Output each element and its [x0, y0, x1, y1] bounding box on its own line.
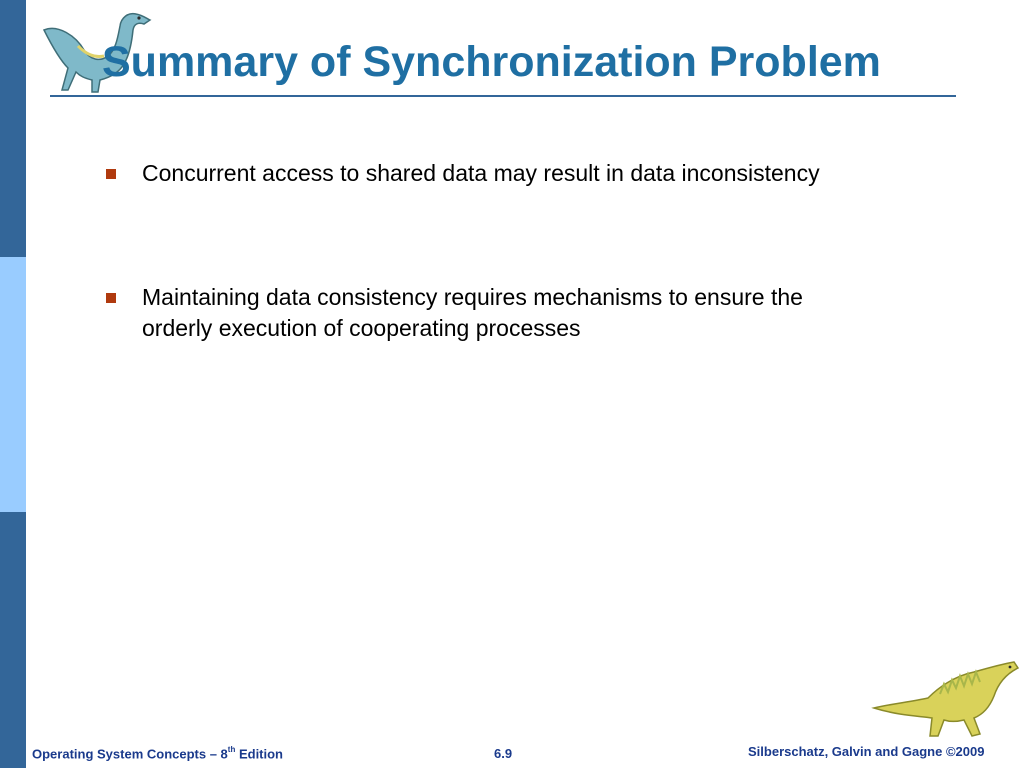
- bullet-list: [104, 158, 824, 344]
- footer-book-title: [32, 746, 283, 761]
- footer-book-title-suffix: Edition: [235, 746, 284, 762]
- bullet-item: [104, 158, 824, 189]
- bullet-text: Concurrent access to shared data may result in data inconsistency: [142, 160, 820, 186]
- square-bullet-icon: [106, 293, 116, 303]
- bullet-text: Maintaining data consistency requires mechanisms to ensure the orderly execution of cooperating processes: [142, 284, 803, 341]
- sidebar-stripe: [0, 0, 26, 768]
- sidebar-segment-middle: [0, 257, 26, 512]
- bullet-item: [104, 282, 824, 344]
- footer-book-title-superscript: th: [227, 745, 236, 754]
- sidebar-segment-bottom: [0, 512, 26, 768]
- title-underline: [50, 95, 956, 97]
- square-bullet-icon: [106, 169, 116, 179]
- footer-copyright: Silberschatz, Galvin and Gagne ©2009: [748, 744, 985, 759]
- sidebar-segment-top: [0, 0, 26, 257]
- footer-page-number: 6.9: [494, 746, 513, 761]
- footer-book-title-prefix: Operating System Concepts – 8: [32, 746, 228, 762]
- dinosaur-logo-icon: [870, 658, 1020, 742]
- slide-title: Summary of Synchronization Problem: [102, 38, 881, 86]
